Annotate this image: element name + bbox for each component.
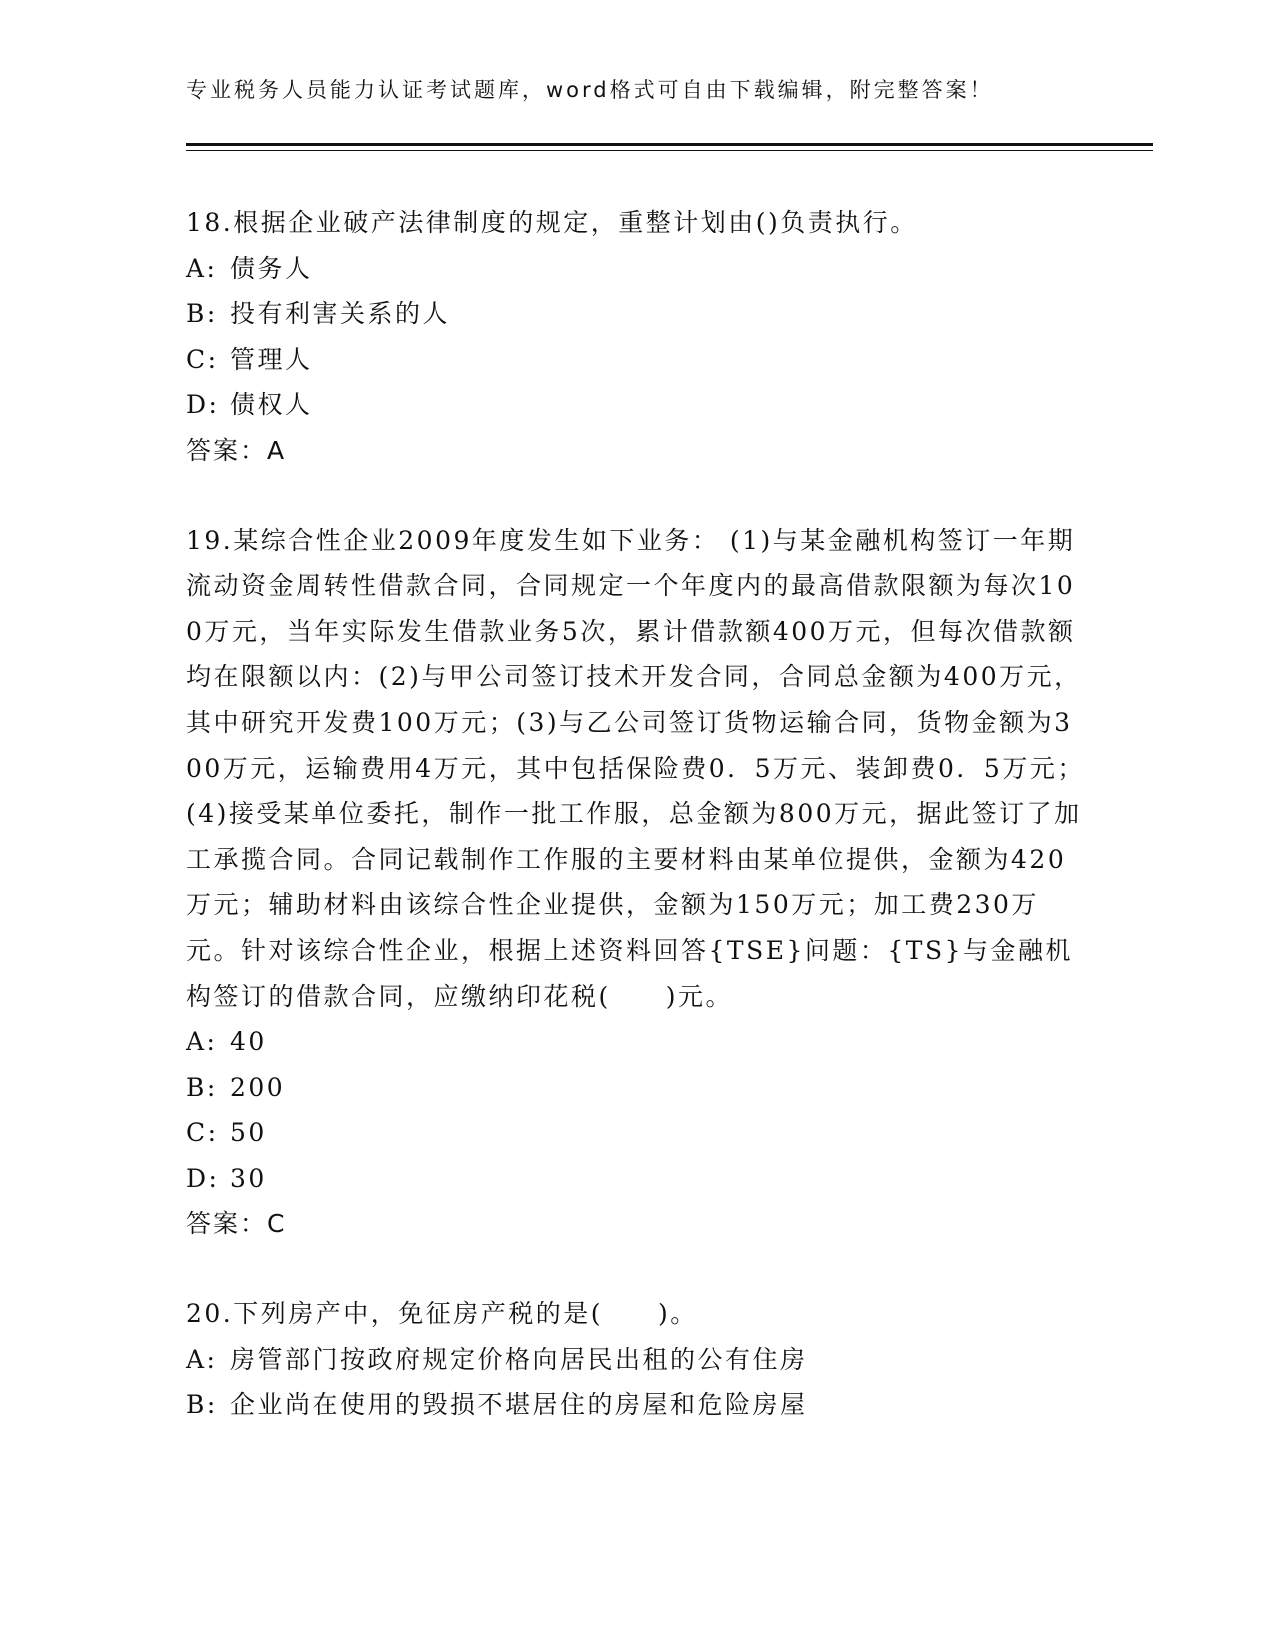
option-letter: D: xyxy=(186,390,220,420)
header-divider-thin xyxy=(186,150,1153,151)
option-letter: A: xyxy=(186,1027,218,1057)
answer-line: 答案：A xyxy=(186,435,287,465)
option-b xyxy=(186,291,1086,337)
option-text: 40 xyxy=(230,1027,267,1057)
option-letter: A: xyxy=(186,253,218,283)
option-d xyxy=(186,1156,1086,1202)
question-stem: 19.某综合性企业2009年度发生如下业务： (1)与某金融机构签订一年期流动资金周转性借款合同，合同规定一个年度内的最高借款限额为每次100万元，当年实际发生借款业务5次，累计借款额400万元，但每次借款额均在限额以内：(2)与甲公司签订技术开发合同，合同总金额为400万元，其中研究开发费100万元；(3)与乙公司签订货物运输合同，货物金额为300万元，运输费用4万元，其中包括保险费0．5万元、装卸费0．5万元；(4)接受某单位委托，制作一批工作服，总金额为800万元，据此签订了加工承揽合同。合同记载制作工作服的主要材料由某单位提供，金额为420万元；辅助材料由该综合性企业提供，金额为150万元；加工费230万元。针对该综合性企业，根据上述资料回答{TSE}问题：{TS}与金融机构签订的借款合同，应缴纳印花税( )元。 xyxy=(186,525,1085,1011)
option-letter: B: xyxy=(186,299,218,329)
option-b xyxy=(186,1065,1086,1111)
option-letter: C: xyxy=(186,1118,219,1148)
option-letter: C: xyxy=(186,344,219,374)
question-stem: 20.下列房产中，免征房产税的是( )。 xyxy=(186,1299,698,1329)
answer-line: 答案：C xyxy=(186,1209,287,1239)
header-text: 专业税务人员能力认证考试题库，word格式可自由下载编辑，附完整答案！ xyxy=(186,78,994,102)
option-a xyxy=(186,1337,1086,1383)
option-text: 30 xyxy=(230,1163,267,1193)
option-letter: D: xyxy=(186,1163,220,1193)
option-letter: B: xyxy=(186,1072,218,1102)
option-c xyxy=(186,1110,1086,1156)
question-19 xyxy=(186,518,1086,1248)
option-a xyxy=(186,246,1086,292)
option-text: 投有利害关系的人 xyxy=(230,299,451,329)
option-letter: B: xyxy=(186,1390,218,1420)
option-text: 200 xyxy=(230,1072,286,1102)
option-text: 50 xyxy=(230,1118,267,1148)
header-divider-thick xyxy=(186,143,1153,146)
option-b xyxy=(186,1382,1086,1428)
question-list xyxy=(186,200,1086,1472)
option-text: 债务人 xyxy=(230,253,313,283)
question-20 xyxy=(186,1291,1086,1428)
option-text: 债权人 xyxy=(230,390,313,420)
option-text: 管理人 xyxy=(230,344,313,374)
question-stem: 18.根据企业破产法律制度的规定，重整计划由()负责执行。 xyxy=(186,208,918,237)
option-letter: A: xyxy=(186,1344,218,1374)
option-text: 房管部门按政府规定价格向居民出租的公有住房 xyxy=(230,1344,808,1374)
option-a xyxy=(186,1019,1086,1065)
option-text: 企业尚在使用的毁损不堪居住的房屋和危险房屋 xyxy=(230,1390,808,1420)
question-18 xyxy=(186,200,1086,474)
option-d xyxy=(186,382,1086,428)
option-c xyxy=(186,337,1086,383)
